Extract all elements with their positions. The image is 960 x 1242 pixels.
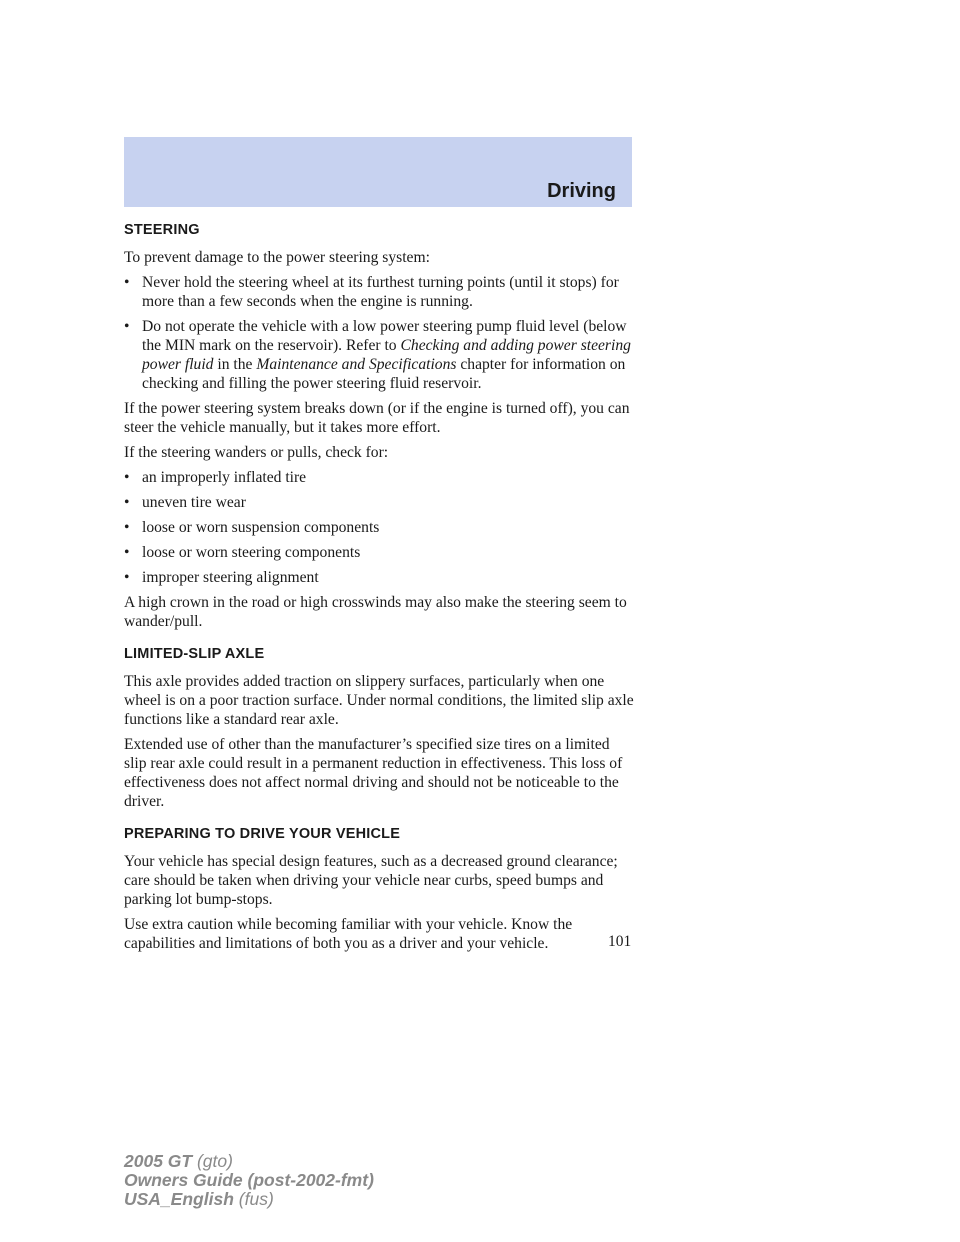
preparing-heading: PREPARING TO DRIVE YOUR VEHICLE (124, 826, 401, 842)
bullet-icon: • (124, 569, 130, 586)
steering-heading: STEERING (124, 222, 200, 238)
footer-guide-name: Owners Guide (post-2002-fmt) (124, 1170, 374, 1190)
axle-paragraph-1: This axle provides added traction on slippery surfaces, particularly when one wheel is on a poor traction surface. Under normal conditions, the limited slip axle functions like a standard rear axle. (124, 673, 634, 728)
bullet-icon: • (124, 544, 130, 561)
steering-warnings-list (124, 273, 634, 393)
reference-power-steering-fluid: Checking and adding power steering power fluid (142, 337, 631, 373)
footer-language: USA_English (124, 1189, 234, 1209)
axle-paragraph-2: Extended use of other than the manufacturer’s specified size tires on a limited slip rear axle could result in a permanent reduction in effectiveness. This loss of effectiveness does not affect normal driving and should not be noticeable to the driver. (124, 736, 623, 810)
list-item (124, 317, 634, 393)
list-item-text: improper steering alignment (142, 569, 319, 586)
list-item-text-b: in the (213, 356, 257, 373)
bullet-icon: • (124, 274, 130, 291)
list-item (124, 543, 634, 562)
list-item-text: loose or worn suspension components (142, 519, 380, 536)
steering-wanders-paragraph: If the steering wanders or pulls, check for: (124, 444, 389, 461)
page-content (124, 221, 634, 959)
list-item-text: uneven tire wear (142, 494, 246, 511)
list-item (124, 468, 634, 487)
document-footer (124, 1152, 374, 1209)
list-item-text-c: chapter for information on checking and filling the power steering fluid reservoir. (142, 356, 626, 392)
reference-maintenance-chapter: Maintenance and Specifications (256, 356, 457, 373)
bullet-icon: • (124, 318, 130, 335)
list-item-text: loose or worn steering components (142, 544, 361, 561)
bullet-icon: • (124, 519, 130, 536)
footer-model: 2005 GT (124, 1151, 193, 1171)
list-item-text-a: Do not operate the vehicle with a low power steering pump fluid level (below the MIN mark on the reservoir). Refer to (142, 318, 627, 354)
footer-language-code: (fus) (238, 1189, 274, 1209)
list-item (124, 518, 634, 537)
list-item (124, 493, 634, 512)
preparing-paragraph-1: Your vehicle has special design features, such as a decreased ground clearance; care should be taken when driving your vehicle near curbs, speed bumps and parking lot bump-stops. (124, 853, 618, 908)
footer-model-code: (gto) (196, 1151, 233, 1171)
steering-checks-list (124, 468, 634, 587)
axle-heading: LIMITED-SLIP AXLE (124, 646, 265, 662)
steering-crown-paragraph: A high crown in the road or high crosswinds may also make the steering seem to wander/pull. (124, 594, 627, 630)
list-item (124, 568, 634, 587)
section-header-band (124, 137, 632, 207)
steering-intro: To prevent damage to the power steering system: (124, 249, 430, 266)
list-item (124, 273, 634, 311)
bullet-icon: • (124, 494, 130, 511)
preparing-paragraph-2: Use extra caution while becoming familiar with your vehicle. Know the capabilities and limitations of both you as a driver and your vehicle. (124, 916, 573, 952)
steering-breakdown-paragraph: If the power steering system breaks down (or if the engine is turned off), you can steer the vehicle manually, but it takes more effort. (124, 400, 630, 436)
list-item-text: Never hold the steering wheel at its furthest turning points (until it stops) for more than a few seconds when the engine is running. (142, 274, 619, 310)
footer-line-1 (124, 1152, 374, 1171)
section-title: Driving (547, 180, 616, 202)
footer-line-3 (124, 1190, 374, 1209)
bullet-icon: • (124, 469, 130, 486)
page-number: 101 (608, 933, 632, 950)
list-item-text: an improperly inflated tire (142, 469, 307, 486)
